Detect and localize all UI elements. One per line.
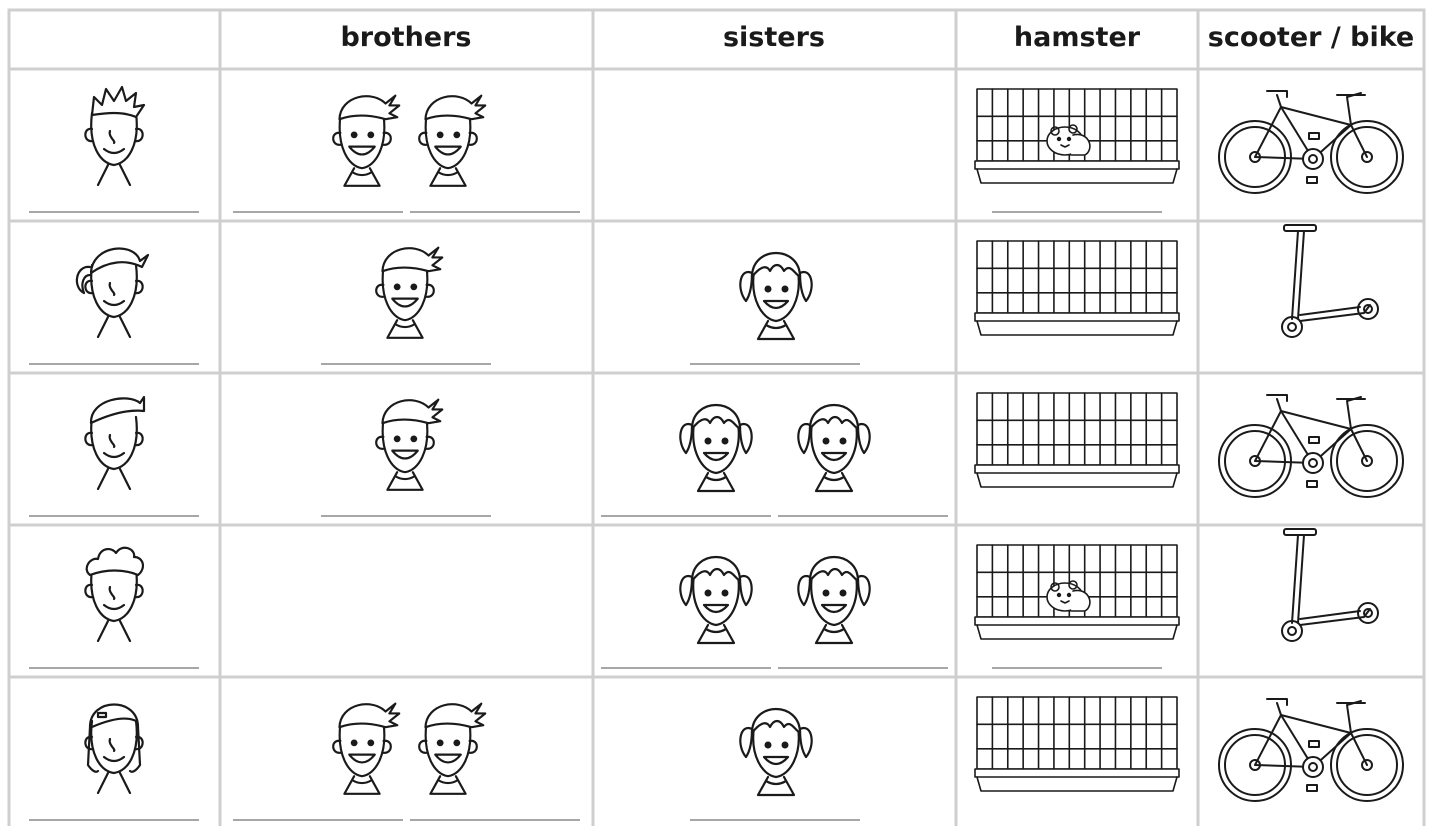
girl-face-icon	[680, 405, 751, 491]
hamster-cage-with-hamster-icon	[975, 545, 1179, 639]
hamster-cage-icon	[975, 393, 1179, 487]
boy-face-icon	[419, 704, 485, 794]
scooter-icon	[1282, 225, 1378, 337]
header-row	[340, 22, 1414, 53]
boy-face-icon	[333, 704, 399, 794]
bike-icon	[1219, 395, 1403, 497]
header-hamster: hamster	[1013, 22, 1141, 53]
header-sisters: sisters	[722, 22, 826, 53]
person-boy-side-hair-icon	[85, 397, 144, 489]
boy-face-icon	[376, 248, 442, 338]
boy-face-icon	[333, 96, 399, 186]
person-boy-curly-hair-icon	[85, 548, 143, 641]
hamster-cage-icon	[975, 697, 1179, 791]
hamster-cage-icon	[975, 241, 1179, 335]
girl-face-icon	[798, 405, 869, 491]
scooter-icon	[1282, 529, 1378, 641]
person-girl-long-hair-icon	[85, 705, 142, 794]
bike-icon	[1219, 91, 1403, 193]
person-boy-spiky-hair-icon	[85, 87, 144, 185]
header-scooter-bike: scooter / bike	[1207, 22, 1415, 53]
girl-face-icon	[740, 253, 811, 339]
hamster-icon	[1047, 125, 1090, 155]
boy-face-icon	[419, 96, 485, 186]
hamster-cage-with-hamster-icon	[975, 89, 1179, 183]
header-brothers: brothers	[340, 22, 472, 53]
bike-icon	[1219, 699, 1403, 801]
girl-face-icon	[798, 557, 869, 643]
hamster-icon	[1047, 581, 1090, 611]
girl-face-icon	[740, 709, 811, 795]
person-girl-ponytail-icon	[77, 249, 148, 338]
boy-face-icon	[376, 400, 442, 490]
girl-face-icon	[680, 557, 751, 643]
